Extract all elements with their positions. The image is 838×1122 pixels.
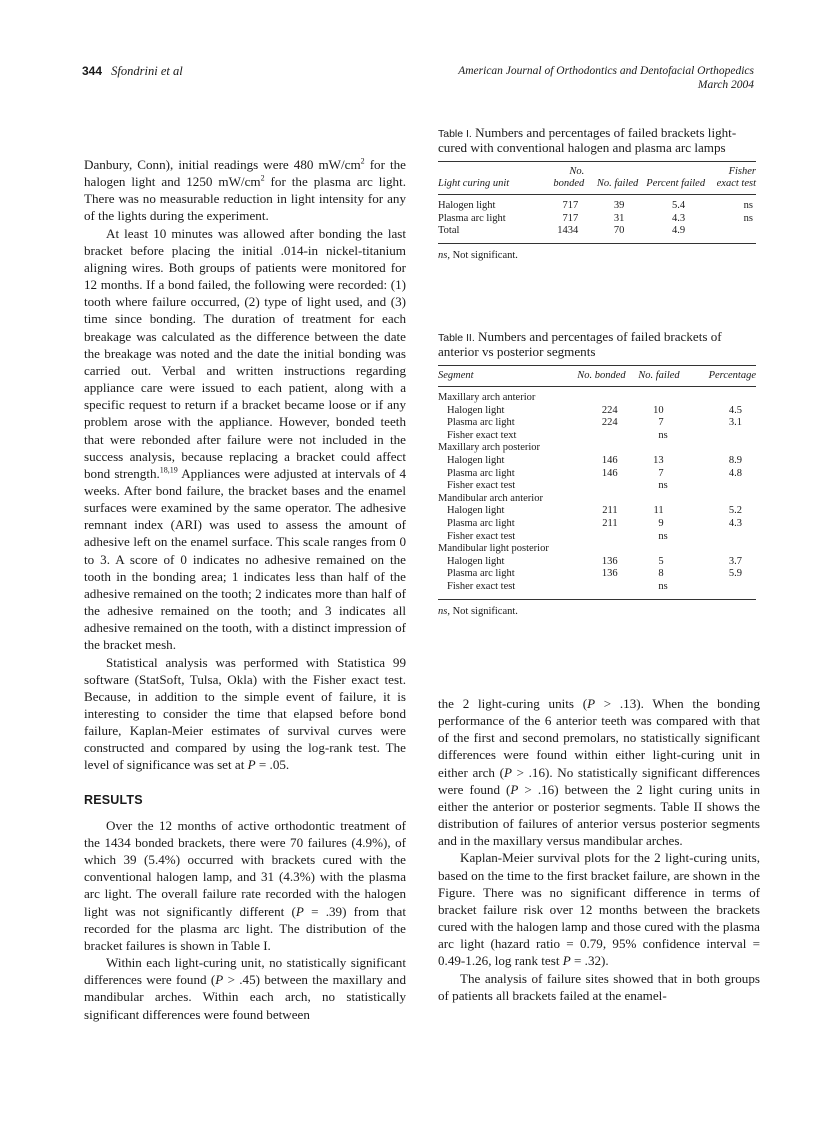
cell: Halogen light	[447, 505, 505, 517]
running-header-left	[82, 64, 183, 79]
text: Within each light-curing unit, no statistically significant differences were found (	[84, 955, 406, 988]
caption-text: Numbers and percentages of failed brackets of anterior vs posterior segments	[438, 329, 722, 359]
table-label: Table II.	[438, 332, 475, 344]
text: for the halogen light and 1250 mW/cm	[84, 157, 406, 190]
table-2-caption	[438, 330, 756, 359]
cell: 4.9	[671, 225, 686, 237]
cell: 5.4	[671, 200, 686, 211]
table-row	[438, 518, 756, 531]
section-heading-results: RESULTS	[84, 792, 143, 807]
cell: Maxillary arch anterior	[438, 392, 536, 403]
cell: 8.9	[728, 454, 742, 466]
text: Appliances were adjusted at intervals of 4 weeks. After bond failure, the bracket bases and the enamel surfaces were examined by the same operator. The adhesive remnant index (ARI) was used to assess the amount of adhesive left on the enamel surface. This scale ranges from 0 to 3. A score of 0 indicates no adhesive remained on the tooth in the bonding area; 1 indicates less than half of the adhesive remained on the tooth; 2 indicates more than half of the adhesive remained on the tooth; and 3 indicates all adhesive remained on the tooth, with a distinct impression of the bracket mesh.	[84, 465, 406, 653]
cell	[680, 442, 756, 455]
cell: Plasma arc light	[447, 517, 515, 529]
table-group-row	[438, 387, 756, 405]
cell	[680, 387, 756, 405]
column-header: Light curing unit	[438, 162, 540, 195]
table-row	[438, 568, 756, 581]
cell: Maxillary arch posterior	[438, 442, 541, 454]
text: > .16) between the 2 light curing units in either the anterior or posterior segments. Table II shows the distribution of failures of anterior versus posterior segments and in the maxillary versus mandibular arches.	[438, 781, 760, 849]
cell	[680, 480, 756, 493]
cell: Fisher exact test	[447, 530, 516, 542]
cell: 224	[601, 417, 618, 429]
cell	[626, 543, 680, 556]
abbr: ns	[438, 249, 448, 261]
text: Statistical analysis was performed with Statistica 99 software (StatSoft, Tulsa, Okla) with the Fisher exact test. Because, in addition to the simple event of failure, it is interesting to consider the time that elapsed before bond failure, Kaplan-Meier estimates of survival curves were constructed and compared by using the log-rank test. The level of significance was set at	[84, 654, 406, 773]
text: Over the 12 months of active orthodontic treatment of the 1434 bonded brackets, there were 70 failures (4.9%), of which 39 (5.4%) occurred with brackets cured with the conventional halogen lamp, and 31 (4.3%) with the plasma arc light. The overall failure rate recorded with the halogen light was not significantly different (	[84, 817, 406, 919]
table-label: Table I.	[438, 128, 472, 140]
cell: Mandibular light posterior	[438, 543, 549, 555]
cell: 136	[601, 555, 618, 567]
cell	[572, 543, 626, 556]
cell: 211	[602, 517, 618, 529]
paragraph	[84, 954, 406, 1023]
cell: 8	[658, 568, 664, 580]
text: Danbury, Conn), initial readings were 480 mW/cm	[84, 157, 361, 172]
cell: Fisher exact test	[447, 580, 516, 592]
table-row	[438, 531, 756, 544]
cell: Halogen light	[447, 454, 505, 466]
cell	[680, 543, 756, 556]
abbr: ns	[438, 605, 448, 617]
cell	[572, 430, 626, 443]
cell	[572, 531, 626, 544]
column-header: No. failed	[584, 162, 638, 195]
cell	[680, 493, 756, 506]
cell: 39	[613, 200, 625, 211]
column-header: No. failed	[626, 366, 680, 387]
text: , Not significant.	[447, 605, 518, 617]
cell: ns	[743, 200, 753, 211]
table-row	[438, 213, 756, 226]
cell	[705, 225, 756, 243]
table-header-row	[438, 366, 756, 387]
text: = .39) from that recorded for the plasma arc light. The distribution of the bracket failures is shown in Table I.	[84, 903, 406, 953]
running-header-right	[458, 64, 754, 92]
cell: Total	[438, 225, 460, 237]
table-row	[438, 505, 756, 518]
table-row	[438, 556, 756, 569]
table-1	[438, 126, 756, 261]
cell	[572, 387, 626, 405]
cell: 4.8	[728, 467, 742, 479]
cell: 136	[601, 568, 618, 580]
cell: 224	[601, 404, 618, 416]
cell: 146	[601, 467, 618, 479]
cell: 146	[601, 454, 618, 466]
cell	[572, 493, 626, 506]
column-header: Percentage	[680, 366, 756, 387]
cell: Halogen light	[447, 404, 505, 416]
paragraph	[438, 849, 760, 969]
cell: 1434	[557, 225, 579, 237]
cell: 4.3	[671, 212, 686, 224]
table-row	[438, 430, 756, 443]
author-running-head: Sfondrini et al	[111, 64, 183, 78]
text: for the plasma arc light. There was no measurable reduction in light intensity for any of the lights during the experiment.	[84, 174, 406, 224]
cell: 4.3	[728, 517, 742, 529]
cell: Halogen light	[447, 555, 505, 567]
column-header: Percent failed	[638, 162, 705, 195]
text: At least 10 minutes was allowed after bonding the last bracket before placing the initial .014-in nickel-titanium aligning wires. Both groups of patients were monitored for 12 months. If a bond failed, the following were recorded: (1) tooth where failure occurred, (2) type of light used, and (3) time since bonding. The duration of treatment for each breakage was calculated as the difference between the date the breakage was noted and the date the initial bonding was carried out. Verbal and written instructions regarding appliance care were issued to each patient, along with a specific request to return if a bracket became loose or if any problem arose with the appliance. However, bonded teeth that were rebonded after failure were not included in the success analysis, because replacing a bracket could affect bond strength.	[84, 225, 406, 481]
cell: 31	[613, 212, 625, 224]
p-symbol: P	[295, 903, 304, 919]
column-header: No. bonded	[572, 366, 626, 387]
table-1-grid	[438, 161, 756, 244]
column-header: No. bonded	[540, 162, 585, 195]
p-symbol: P	[587, 696, 596, 711]
table-row	[438, 455, 756, 468]
cell: 717	[562, 212, 579, 224]
cell	[680, 531, 756, 544]
text: = .05.	[255, 757, 290, 773]
text: Kaplan-Meier survival plots for the 2 light-curing units, based on the time to the first bracket failure, are shown in the Figure. There was no significant difference in terms of bracket failure risk over 12 months between the brackets cured with the halogen lamp and those cured with the plasma arc light (hazard ratio = 0.79, 95% confidence interval = 0.49-1.26, log rank test	[438, 850, 760, 969]
table-1-caption	[438, 126, 756, 155]
table-2-grid	[438, 365, 756, 600]
text: = .32).	[570, 953, 609, 969]
cell	[626, 442, 680, 455]
paragraph	[84, 225, 406, 654]
table-row	[438, 468, 756, 481]
cell: 10	[653, 404, 664, 416]
table-row	[438, 417, 756, 430]
p-symbol: P	[503, 764, 512, 780]
cell: Plasma arc light	[447, 467, 515, 479]
p-symbol: P	[510, 781, 519, 797]
cell: Fisher exact test	[447, 480, 516, 492]
p-symbol: P	[215, 972, 224, 988]
column-header: Fisher exact test	[705, 162, 756, 195]
cell: Plasma arc light	[447, 417, 515, 429]
caption-text: Numbers and percentages of failed brackets light-cured with conventional halogen and plasma arc lamps	[438, 125, 737, 155]
cell: 5.9	[728, 568, 742, 580]
cell	[626, 493, 680, 506]
cell: Mandibular arch anterior	[438, 492, 543, 504]
cell: 7	[658, 467, 664, 479]
table-2	[438, 330, 756, 617]
paragraph	[84, 156, 406, 225]
p-symbol: P	[562, 953, 571, 969]
cell: 717	[562, 200, 579, 211]
journal-title: American Journal of Orthodontics and Dentofacial Orthopedics	[458, 65, 754, 77]
text: > .45) between the maxillary and mandibular arches. Within each arch, no statistically significant differences were found between	[84, 972, 407, 1022]
text: the 2 light-curing units (	[438, 696, 588, 711]
table-group-row	[438, 543, 756, 556]
cell: 9	[658, 517, 664, 529]
citation-superscript: 18,19	[159, 465, 178, 475]
cell: Plasma arc light	[438, 212, 506, 224]
cell: 5.2	[728, 505, 742, 517]
left-column	[84, 156, 406, 1023]
table-row	[438, 581, 756, 599]
table-group-row	[438, 493, 756, 506]
cell: 4.5	[728, 404, 742, 416]
issue-date: March 2004	[697, 79, 754, 91]
page-number: 344	[82, 64, 103, 78]
cell: 70	[613, 225, 625, 237]
text: , Not significant.	[447, 249, 518, 261]
table-row	[438, 405, 756, 418]
cell	[680, 581, 756, 599]
cell: ns	[658, 580, 668, 592]
text: > .13). When the bonding performance of the 6 anterior teeth was compared with that of the first and second premolars, no statistically significant differences were found within either light-curing unit in either arch (	[438, 696, 761, 780]
cell: 211	[602, 505, 618, 517]
table-row	[438, 195, 756, 213]
text: > .16). No statistically significant differences were found (	[438, 764, 760, 797]
table-1-footnote	[438, 250, 756, 261]
cell: Fisher exact text	[447, 429, 517, 441]
superscript: 2	[360, 156, 365, 166]
cell: ns	[743, 212, 753, 224]
paragraph	[438, 695, 760, 849]
cell: 7	[658, 417, 664, 429]
right-column	[438, 695, 760, 1004]
paragraph: The analysis of failure sites showed that in both groups of patients all brackets failed at the enamel-	[438, 970, 760, 1003]
cell	[680, 430, 756, 443]
cell: 5	[658, 555, 664, 567]
cell: Halogen light	[438, 200, 496, 211]
cell	[572, 581, 626, 599]
table-row	[438, 480, 756, 493]
cell: 3.7	[728, 555, 742, 567]
table-2-footnote	[438, 606, 756, 617]
cell	[572, 480, 626, 493]
paragraph	[84, 817, 406, 954]
cell	[626, 387, 680, 405]
p-symbol: P	[247, 757, 256, 773]
cell	[572, 442, 626, 455]
table-group-row	[438, 442, 756, 455]
cell: Plasma arc light	[447, 568, 515, 580]
table-header-row	[438, 162, 756, 195]
cell: 13	[653, 454, 664, 466]
paragraph	[84, 654, 406, 774]
cell: 11	[653, 505, 664, 517]
table-2-body	[438, 387, 756, 600]
cell: 3.1	[728, 417, 742, 429]
superscript: 2	[260, 173, 265, 183]
cell: ns	[658, 480, 668, 492]
cell: ns	[658, 530, 668, 542]
cell: ns	[658, 429, 668, 441]
table-row-total	[438, 225, 756, 243]
column-header: Segment	[438, 366, 572, 387]
